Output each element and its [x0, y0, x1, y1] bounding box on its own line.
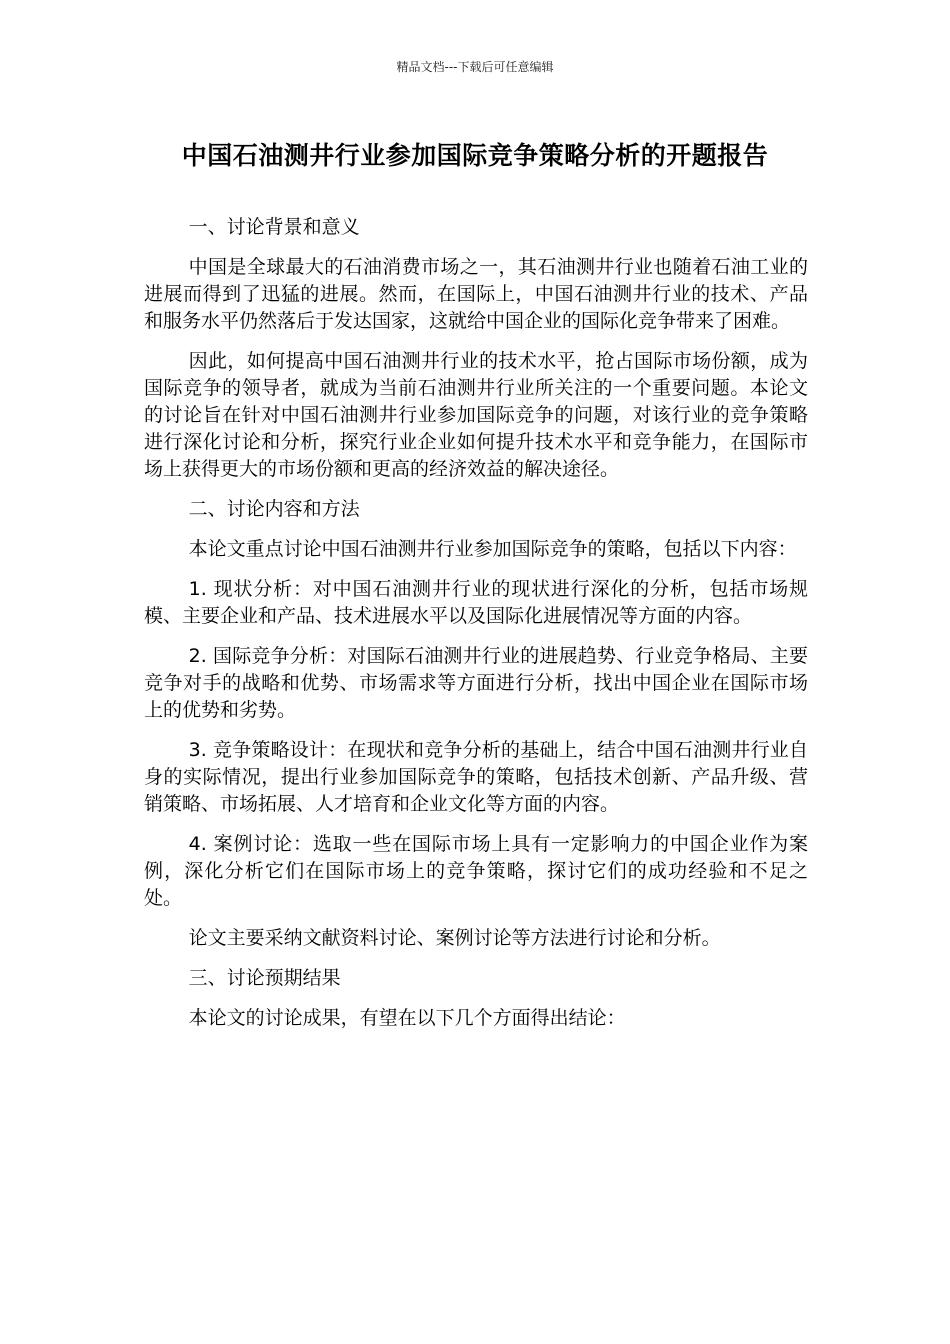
paragraph: 本论文重点讨论中国石油测井行业参加国际竞争的策略，包括以下内容： — [188, 538, 797, 560]
paragraph: 论文主要采纳文献资料讨论、案例讨论等方法进行讨论和分析。 — [188, 927, 721, 949]
list-item: 2. 国际竞争分析：对国际石油测井行业的进展趋势、行业竞争格局、主要竞争对手的战略和优势、市场需求等方面进行分析，找出中国企业在国际市场上的优势和劣势。 — [144, 645, 808, 721]
paragraph: 因此，如何提高中国石油测井行业的技术水平，抢占国际市场份额，成为国际竞争的领导者，就成为当前石油测井行业所关注的一个重要问题。本论文的讨论旨在针对中国石油测井行业参加国际竞争的问题，对该行业的竞争策略进行深化讨论和分析，探究行业企业如何提升技术水平和竞争能力，在国际市场上获得更大的市场份额和更高的经济效益的解决途径。 — [144, 350, 808, 480]
paragraph: 本论文的讨论成果，有望在以下几个方面得出结论： — [188, 1007, 626, 1029]
paragraph: 中国是全球最大的石油消费市场之一，其石油测井行业也随着石油工业的进展而得到了迅猛的进展。然而，在国际上，中国石油测井行业的技术、产品和服务水平仍然落后于发达国家，这就给中国企业的国际化竞争带来了困难。 — [144, 256, 808, 332]
list-item: 4. 案例讨论：选取一些在国际市场上具有一定影响力的中国企业作为案例，深化分析它们在国际市场上的竞争策略，探讨它们的成功经验和不足之处。 — [144, 833, 808, 909]
document-title: 中国石油测井行业参加国际竞争策略分析的开题报告 — [181, 141, 769, 170]
document-body — [144, 214, 808, 1045]
section-heading-background: 一、讨论背景和意义 — [188, 216, 360, 238]
list-item: 1. 现状分析：对中国石油测井行业的现状进行深化的分析，包括市场规模、主要企业和产品、技术进展水平以及国际化进展情况等方面的内容。 — [144, 578, 808, 627]
section-heading-expected-results: 三、讨论预期结果 — [188, 967, 341, 989]
list-item: 3. 竞争策略设计：在现状和竞争分析的基础上，结合中国石油测井行业自身的实际情况，提出行业参加国际竞争的策略，包括技术创新、产品升级、营销策略、市场拓展、人才培育和企业文化等方面的内容。 — [144, 739, 808, 815]
page-header-note: 精品文档---下载后可任意编辑 — [396, 60, 554, 74]
section-heading-content-methods: 二、讨论内容和方法 — [188, 498, 360, 520]
